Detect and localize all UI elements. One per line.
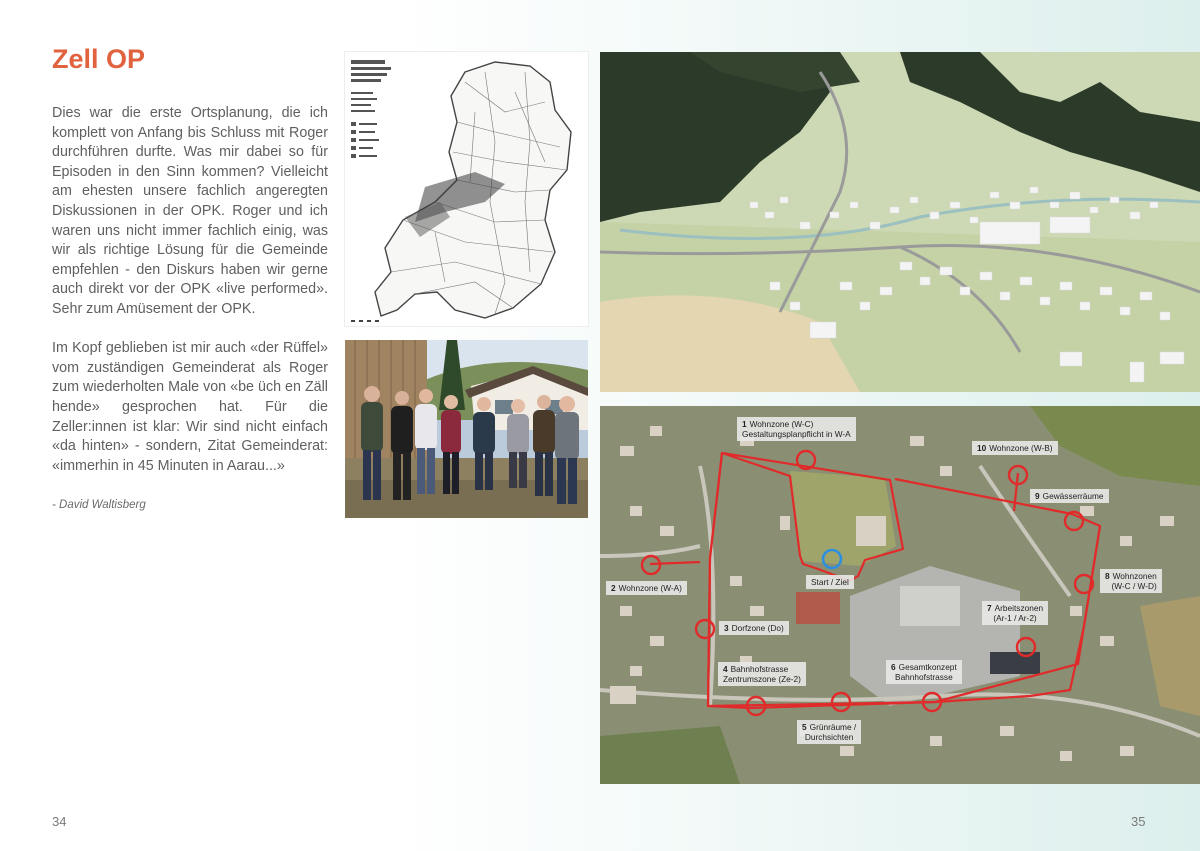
group-photo (345, 340, 588, 518)
group-photo-drawing (345, 340, 588, 518)
paragraph-2: Im Kopf geblieben ist mir auch «der Rüffel» vom zuständigen Gemeinderat als Roger zum wiederholten Male von «be üch en Zäll hende» gesprochen hat. Für die Zeller:innen ist klar: Wir sind nicht einfach «da hinten» - sondern, Zitat Gemeinderat: «immerhin in 45 Minuten in Aarau...» (52, 340, 328, 474)
map-label-10: 10 Wohnzone (W-B) (972, 441, 1058, 455)
map-label-3: 3 Dorfzone (Do) (719, 621, 789, 635)
map-label-2: 2 Wohnzone (W-A) (606, 581, 687, 595)
map-label-8: 8 Wohnzonen (W-C / W-D) (1100, 569, 1162, 593)
zoning-plan-image (345, 52, 588, 326)
zoning-plan-drawing (345, 52, 588, 326)
body-text (52, 104, 328, 496)
map-label-4: 4 Bahnhofstrasse Zentrumszone (Ze-2) (718, 662, 806, 686)
map-label-5: 5 Grünräume / Durchsichten (797, 720, 861, 744)
3d-model-image (600, 52, 1200, 392)
map-label-6: 6 Gesamtkonzept Bahnhofstrasse (886, 660, 962, 684)
route-map-drawing (600, 406, 1200, 784)
3d-model-drawing (600, 52, 1200, 392)
page-number-right: 35 (1131, 814, 1146, 829)
paragraph-1: Dies war die erste Ortsplanung, die ich komplett von Anfang bis Schluss mit Roger durchführen durfte. Was mir dabei so für Episoden in den Sinn kommen? Vielleicht am ehesten unsere fachlich angeregten Diskussionen in der OPK. Roger und ich waren uns nicht immer fachlich einig, was wir als richtige Lösung für die Gemeinde empfehlen - den Diskurs haben wir gerne auch direkt vor der OPK «live performed». Sehr zum Amüsement der OPK. (52, 105, 328, 317)
map-label-1: 1 Wohnzone (W-C) Gestaltungsplanpflicht in W-A (737, 417, 856, 441)
map-label-7: 7 Arbeitszonen (Ar-1 / Ar-2) (982, 601, 1048, 625)
map-label-start: Start / Ziel (806, 575, 854, 589)
author-signature: - David Waltisberg (52, 499, 146, 511)
page-title: Zell OP (52, 44, 146, 74)
map-label-9: 9 Gewässerräume (1030, 489, 1109, 503)
route-map (600, 406, 1200, 784)
page-number-left: 34 (52, 814, 67, 829)
